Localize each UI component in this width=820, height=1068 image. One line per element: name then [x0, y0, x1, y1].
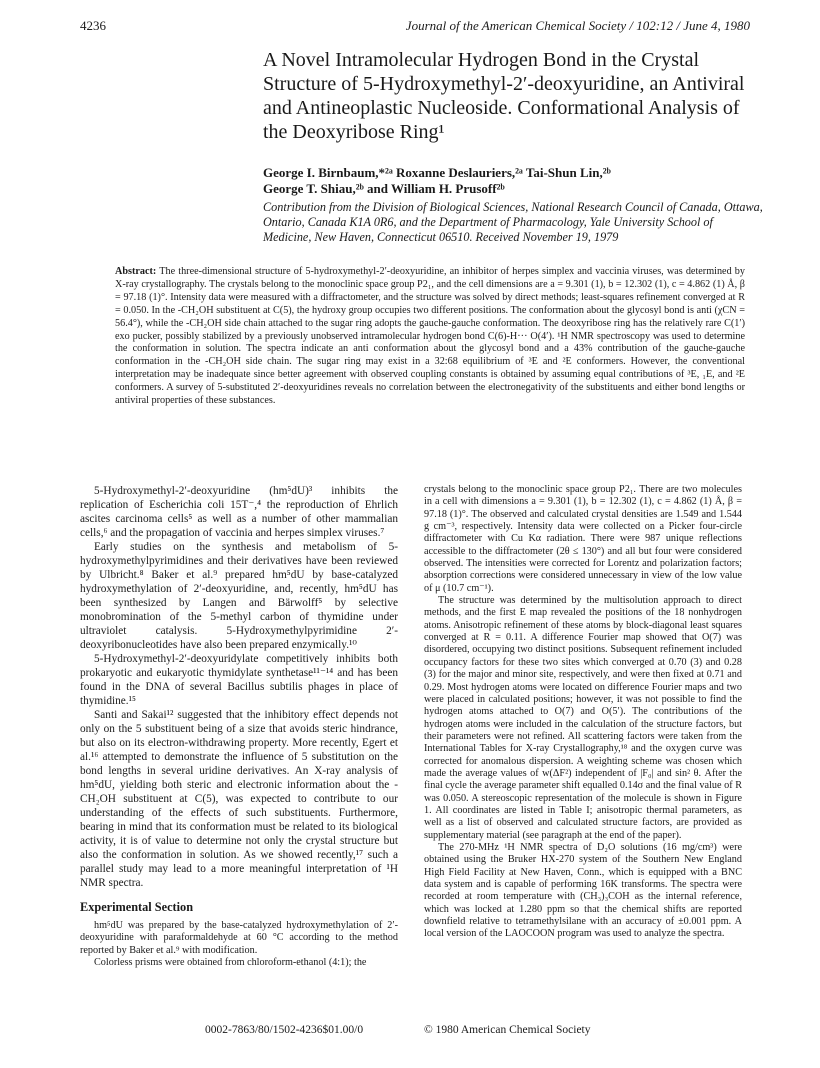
abstract-text: The three-dimensional structure of 5-hydroxymethyl-2′-deoxyuridine, an inhibitor of herpes simplex and vaccinia viruses, was determined by X-ray crystallography. The crystals belong to the monoclinic space group P2₁, and the cell dimensions are a = 9.301 (1), b = 12.302 (1), c = 4.862 (1) Å, β = 97.18 (1)°. Intensity data were measured with a diffractometer, and the structure was solved by direct methods; least-squares refinement converged at R = 0.050. In the -CH₂OH substituent at C(5), the hydroxy group occupies two different positions. The conformation about the glycosyl bond is anti (χCN = 56.4°), while the -CH₂OH side chain attached to the sugar ring adopts the gauche-gauche conformation. The deoxyribose ring has the relatively rare C(1′) exo pucker, possibly stabilized by a previously unobserved intramolecular hydrogen bond C(6)-H··· O(4′). ¹H NMR spectroscopy was used to determine the conformation in solution. The spectra indicate an anti conformation about the glycosyl bond and a 43% contribution of the gauche-gauche conformation in the -CH₂OH side chain. The sugar ring may exist in a 32:68 equilibrium of ³E and ²E conformers. However, the conventional interpretation may be inadequate since better agreement with observed coupling constants is obtained by assuming equal contributions of ³E, ₁E, and ²E conformers. A survey of 5-substituted 2′-deoxyuridines reveals no correlation between the electronegativity of the substituents and either bond lengths or antiviral properties of these substances.	[115, 266, 745, 407]
paragraph: 5-Hydroxymethyl-2′-deoxyuridylate competitively inhibits both prokaryotic and eukaryotic thymidylate synthetase¹¹⁻¹⁴ and has been found in the DNA of several Bacillus subtilis phages in place of thymidine.¹⁵	[80, 653, 398, 707]
issn-code: 0002-7863/80/1502-4236$01.00/0	[205, 1024, 364, 1036]
paragraph: The structure was determined by the multisolution approach to direct methods, and the first E map revealed the positions of the 18 nonhydrogen atoms. Anisotropic refinement of these atoms by block-diagonal least squares converged at R = 0.11. A difference Fourier map showed that O(7) was disordered, occupying two distinct positions. Subsequent refinement included occupancy factors for these two sites which converged at 0.70 (3) and 0.28 (3) for the major and minor site, respectively, and were then fixed at 0.71 and 0.29. Most hydrogen atoms were located on difference Fourier maps and two were placed in calculated positions; however, it was not possible to find the hydrogen atoms attached to O(7) and O(5′). The contributions of the hydrogen atoms were included in the calculation of the structure factors, but their parameters were not refined. All scattering factors were taken from the International Tables for X-ray Crystallography,¹⁸ and the oxygen curve was corrected for anomalous dispersion. A weighting scheme was chosen which made the average values of w(ΔF²) independent of |F₀| and sin² θ. After the final cycle the average parameter shift equalled 0.14σ and the final value of R was 0.050. A stereoscopic representation of the molecule is shown in Figure 1. All coordinates are listed in Table I; anisotropic thermal parameters, as well as a list of observed and calculated structure factors, are provided as supplementary material (see paragraph at the end of the paper).	[424, 595, 742, 841]
journal-citation: Journal of the American Chemical Society / 102:12 / June 4, 1980	[405, 18, 750, 33]
paragraph: Colorless prisms were obtained from chloroform-ethanol (4:1); the	[94, 957, 367, 969]
author-line-1: George I. Birnbaum,*²ᵃ Roxanne Deslauriers,²ᵃ Tai-Shun Lin,²ᵇ	[263, 165, 611, 180]
left-column	[80, 484, 398, 970]
article-title: A Novel Intramolecular Hydrogen Bond in the Crystal Structure of 5-Hydroxymethyl-2′-deoxyuridine, an Antiviral and Antineoplastic Nucleoside. Conformational Analysis of the Deoxyribose Ring¹	[263, 49, 745, 143]
affiliation: Contribution from the Division of Biological Sciences, National Research Council of Canada, Ottawa, Ontario, Canada K1A 0R6, and the Department of Pharmacology, Yale University School of Medicine, New Haven, Connecticut 06510. Received November 19, 1979	[263, 200, 763, 244]
author-line-2: George T. Shiau,²ᵇ and William H. Prusoff²ᵇ	[263, 181, 505, 196]
paragraph: Santi and Sakai¹² suggested that the inhibitory effect depends not only on the 5 substituent being of a size that avoids steric hindrance, but also on its electron-withdrawing property. More recently, Egert et al.¹⁶ attempted to demonstrate the influence of 5 substitution on the bond lengths in several uridine derivatives. An X-ray analysis of hm⁵dU, yielding both steric and electronic information about the -CH₂OH substituent at C(5), was expected to contribute to our understanding of the effects of such substituents. Furthermore, bearing in mind that its conformation must be related to its biological activity, it is of value to determine not only the crystal structure but also the conformation in solution. As we showed recently,¹⁷ such a parallel study may lead to a more meaningful interpretation of ¹H NMR spectra.	[80, 709, 398, 889]
abstract-label: Abstract:	[115, 266, 157, 277]
author-list	[263, 165, 763, 197]
section-heading: Experimental Section	[80, 900, 194, 914]
paragraph: The 270-MHz ¹H NMR spectra of D₂O solutions (16 mg/cm³) were obtained using the Bruker HX-270 system of the Southern New England High Field Facility at New Haven, Conn., which is equipped with a BNC data system and is capable of performing 16K transforms. The spectra were recorded at room temperature with (CH₃)₃COH as the internal reference, which was locked at 1.280 ppm so that the chemical shifts are reported downfield relative to tetramethylsilane with an accuracy of ±0.001 ppm. A local version of the LAOCOON program was used to analyze the spectra.	[424, 841, 742, 940]
running-header	[80, 18, 750, 36]
paragraph: crystals belong to the monoclinic space group P2₁. There are two molecules in a cell with dimensions a = 9.301 (1), b = 12.302 (1), c = 4.862 (1) Å, β = 97.18 (1)°. The observed and calculated crystal densities are 1.549 and 1.544 g cm⁻³, respectively. Intensity data were collected on a Picker four-circle diffractometer with Cu Kα radiation. There were 987 unique reflections accessible to the diffractometer (2θ ≤ 130°) and all but four were considered observed. The intensities were corrected for Lorentz and polarization factors; absorption corrections were considered unnecessary in view of the low value of μ (10.7 cm⁻¹).	[424, 484, 742, 594]
page-number: 4236	[80, 18, 106, 33]
paragraph: Early studies on the synthesis and metabolism of 5-hydroxymethylpyrimidines and their derivatives have been reviewed by Ulbricht.⁸ Baker et al.⁹ prepared hm⁵dU by base-catalyzed hydroxymethylation of 2′-deoxyuridine, and, recently, hm⁵dU has been synthesized by Langen and Bärwolff⁵ by selective monobromination of the 5-methyl carbon of thymidine under ultraviolet catalysis. 5-Hydroxymethylpyrimidine 2′-deoxyribonucleotides have also been prepared enzymically.¹⁰	[80, 541, 398, 651]
abstract	[115, 266, 745, 408]
right-column	[424, 484, 742, 941]
copyright: © 1980 American Chemical Society	[424, 1024, 591, 1036]
paragraph: hm⁵dU was prepared by the base-catalyzed hydroxymethylation of 2′-deoxyuridine with paraformaldehyde at 60 °C according to the method reported by Baker et al.⁹ with modification.	[80, 920, 398, 956]
paragraph: 5-Hydroxymethyl-2′-deoxyuridine (hm⁵dU)³ inhibits the replication of Escherichia coli 15T⁻,⁴ the reproduction of Ehrlich ascites carcinoma cells⁵ as well as a number of other mammalian cells,⁶ and the propagation of vaccinia and herpes simplex viruses.⁷	[80, 485, 398, 539]
